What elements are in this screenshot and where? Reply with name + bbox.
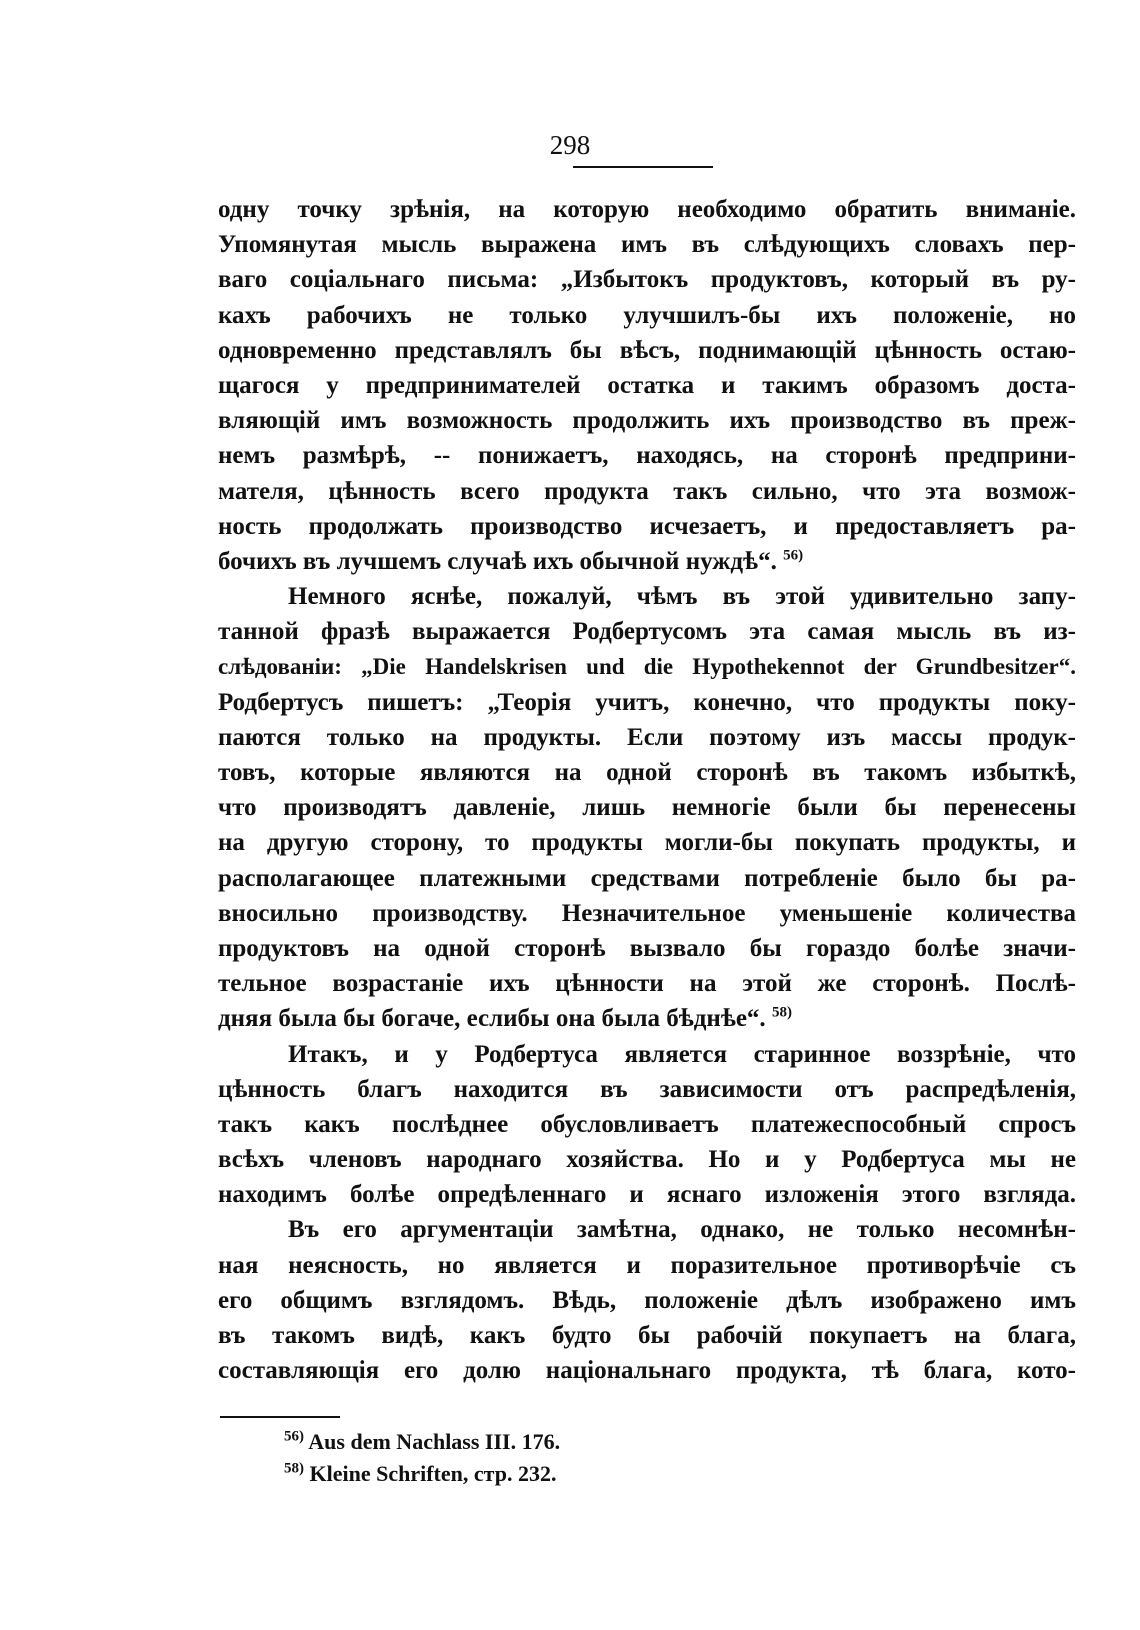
text-line: всѣхъ членовъ народнаго хозяйства. Но и у Родбертуса мы не bbox=[218, 1146, 1076, 1174]
text-line: вляющій имъ возможность продолжить ихъ производство въ преж- bbox=[218, 407, 1076, 435]
text-line: Упомянутая мысль выражена имъ въ слѣдующихъ словахъ пер- bbox=[218, 231, 1076, 259]
text-line: на другую сторону, то продукты могли-бы покупать продукты, и bbox=[218, 829, 1076, 857]
text-line: ваго соціальнаго письма: „Избытокъ продуктовъ, который въ ру- bbox=[218, 266, 1076, 294]
text-line: такъ какъ послѣднее обусловливаетъ платежеспособный спросъ bbox=[218, 1110, 1076, 1138]
header-rule bbox=[573, 166, 713, 168]
text-line: что производятъ давленіе, лишь немногіе были бы перенесены bbox=[218, 794, 1076, 822]
text-segment: дняя была бы богаче, еслибы она была бѣднѣе“. bbox=[218, 1005, 766, 1033]
text-line: цѣнность благъ находится въ зависимости отъ распредѣленія, bbox=[218, 1075, 1076, 1103]
text-line: щагося у предпринимателей остатка и такимъ образомъ доста- bbox=[218, 371, 1076, 399]
footnote-ref: 58) bbox=[771, 1004, 792, 1021]
text-line: Немного яснѣе, пожалуй, чѣмъ въ этой удивительно запу- bbox=[288, 583, 1076, 611]
text-line: находимъ болѣе опредѣленнаго и яснаго изложенія этого взгляда. bbox=[218, 1181, 1076, 1209]
text-line: Итакъ, и у Родбертуса является старинное воззрѣніе, что bbox=[288, 1040, 1076, 1068]
text-line: располагающее платежными средствами потребленіе было бы ра- bbox=[218, 864, 1076, 892]
footnote-text: Kleine Schriften, стр. 232. bbox=[309, 1461, 557, 1486]
text-line: Родбертусъ пишетъ: „Теорія учитъ, конечно, что продукты поку- bbox=[218, 688, 1076, 716]
text-line: слѣдованіи: „Die Handelskrisen und die Hypothekennot der Grundbesitzer“. bbox=[218, 654, 1076, 680]
footnote-mark: 56) bbox=[284, 1428, 304, 1445]
text-line: ная неясность, но является и поразительное противорѣчіе съ bbox=[218, 1251, 1076, 1279]
text-line: одну точку зрѣнія, на которую необходимо обратить вниманіе. bbox=[218, 196, 1076, 223]
text-line: ность продолжать производство исчезаетъ, и предоставляетъ ра- bbox=[218, 512, 1076, 540]
text-line: въ такомъ видѣ, какъ будто бы рабочій покупаетъ на блага, bbox=[218, 1322, 1076, 1349]
page-number: 298 bbox=[549, 130, 591, 160]
footnote bbox=[284, 1458, 560, 1490]
text-line: тельное возрастаніе ихъ цѣнности на этой же сторонѣ. Послѣ- bbox=[218, 970, 1076, 998]
body-text bbox=[218, 192, 1076, 1388]
text-line: кахъ рабочихъ не только улучшилъ-бы ихъ положеніе, но bbox=[218, 301, 1076, 329]
text-line: его общимъ взглядомъ. Вѣдь, положеніе дѣлъ изображено имъ bbox=[218, 1286, 1076, 1314]
footnotes bbox=[284, 1426, 560, 1490]
text-line: танной фразѣ выражается Родбертусомъ эта самая мысль въ из- bbox=[218, 618, 1076, 646]
text-line: одновременно представлялъ бы вѣсъ, поднимающій цѣнность остаю- bbox=[218, 336, 1076, 364]
footnote-ref: 56) bbox=[783, 547, 804, 564]
footnote-text: Aus dem Nachlass III. 176. bbox=[308, 1429, 561, 1454]
footnote-mark: 58) bbox=[284, 1460, 304, 1477]
text-line bbox=[218, 1001, 1076, 1036]
text-line: составляющія его долю національнаго продукта, тѣ блага, кото- bbox=[218, 1357, 1076, 1385]
footnote bbox=[284, 1426, 560, 1458]
text-line: паются только на продукты. Если поэтому изъ массы продук- bbox=[218, 723, 1076, 751]
footnote-rule bbox=[220, 1416, 340, 1418]
text-line: немъ размѣрѣ, -- понижаетъ, находясь, на сторонѣ предприни- bbox=[218, 442, 1076, 470]
text-line: Въ его аргументаціи замѣтна, однако, не только несомнѣн- bbox=[288, 1216, 1076, 1244]
text-line bbox=[218, 544, 1076, 579]
text-line: продуктовъ на одной сторонѣ вызвало бы гораздо болѣе значи- bbox=[218, 934, 1076, 962]
text-line: вносильно производству. Незначительное уменьшеніе количества bbox=[218, 899, 1076, 927]
text-segment: бочихъ въ лучшемъ случаѣ ихъ обычной нуждѣ“. bbox=[218, 547, 777, 575]
text-line: мателя, цѣнность всего продукта такъ сильно, что эта возмож- bbox=[218, 477, 1076, 505]
text-line: товъ, которые являются на одной сторонѣ въ такомъ избыткѣ, bbox=[218, 759, 1076, 786]
